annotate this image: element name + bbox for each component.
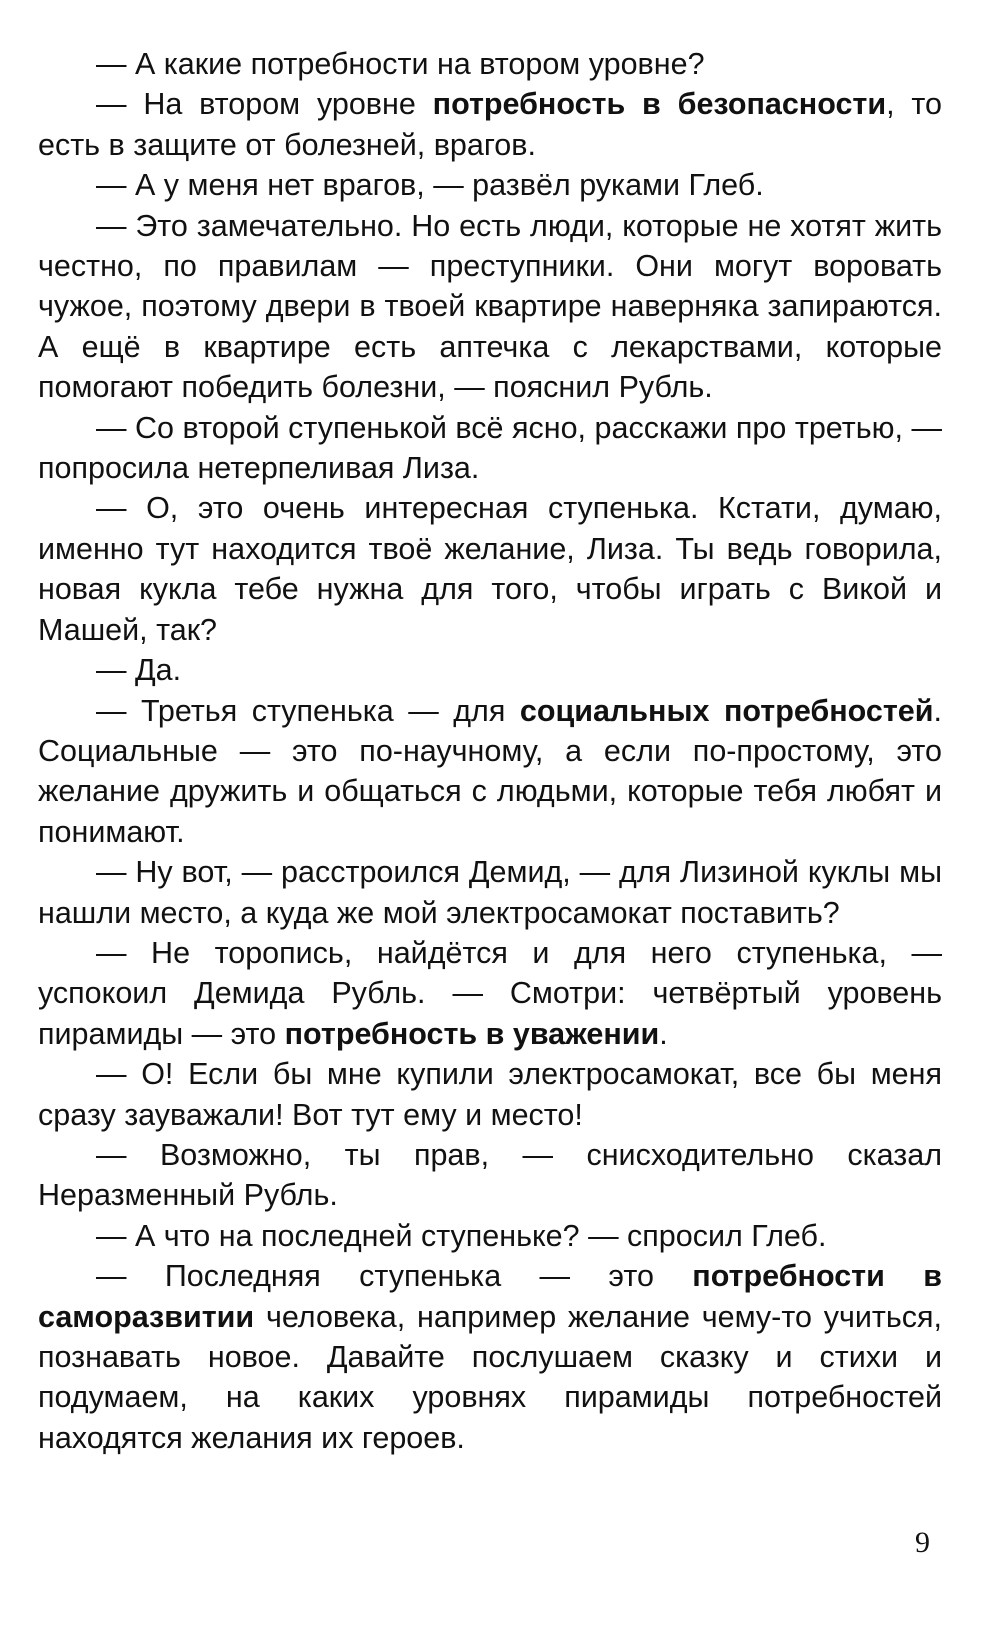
paragraph: — Ну вот, — расстроился Демид, — для Лизиной куклы мы нашли место, а куда же мой электросамокат поставить? [38, 855, 942, 930]
page-number: 9 [915, 1526, 930, 1559]
paragraph: — Последняя ступенька — это потребности в саморазвитии человека, например желание чему-то учиться, познавать новое. Давайте послушаем сказку и стихи и подумаем, на каких уровнях пирамиды потребностей находятся желания их героев. [38, 1259, 942, 1455]
emphasis-term: потребности в саморазвитии [38, 1259, 942, 1334]
paragraph: — А у меня нет врагов, — развёл руками Глеб. [96, 168, 764, 203]
paragraph: — О! Если бы мне купили электросамокат, все бы меня сразу зауважали! Вот тут ему и место! [38, 1057, 942, 1132]
paragraph: — А какие потребности на втором уровне? [96, 47, 705, 81]
paragraph: — О, это очень интересная ступенька. Кстати, думаю, именно тут находится твоё желание, Лиза. Ты ведь говорила, новая кукла тебе нужна для того, чтобы играть с Викой и Машей, так? [38, 491, 942, 647]
paragraph: — Третья ступенька — для социальных потребностей. Социальные — это по-научному, а если по-простому, это желание дружить и общаться с людьми, которые тебя любят и понимают. [38, 693, 942, 849]
paragraph: — Да. [96, 653, 182, 688]
paragraph: — Это замечательно. Но есть люди, которые не хотят жить честно, по правилам — преступники. Они могут воровать чужое, поэтому двери в твоей квартире наверняка запираются. А ещё в квартире есть аптечка с лекарствами, которые помогают победить болезни, — пояснил Рубль. [38, 208, 942, 405]
emphasis-term: социальных потребностей [519, 693, 934, 728]
paragraph: — Со второй ступенькой всё ясно, расскажи про третью, — попросила нетерпеливая Лиза. [38, 410, 942, 486]
paragraph: — Возможно, ты прав, — снисходительно сказал Неразменный Рубль. [38, 1137, 942, 1213]
page-body [38, 44, 942, 1458]
paragraph: — Не торопись, найдётся и для него ступенька, — успокоил Демида Рубль. — Смотри: четвёртый уровень пирамиды — это потребность в уважении. [38, 935, 942, 1051]
paragraph: — На втором уровне потребность в безопасности, то есть в защите от болезней, врагов. [38, 87, 942, 162]
emphasis-term: потребность в уважении [284, 1016, 660, 1051]
paragraph: — А что на последней ступеньке? — спросил Глеб. [96, 1218, 827, 1253]
emphasis-term: потребность в безопасности [432, 87, 887, 122]
